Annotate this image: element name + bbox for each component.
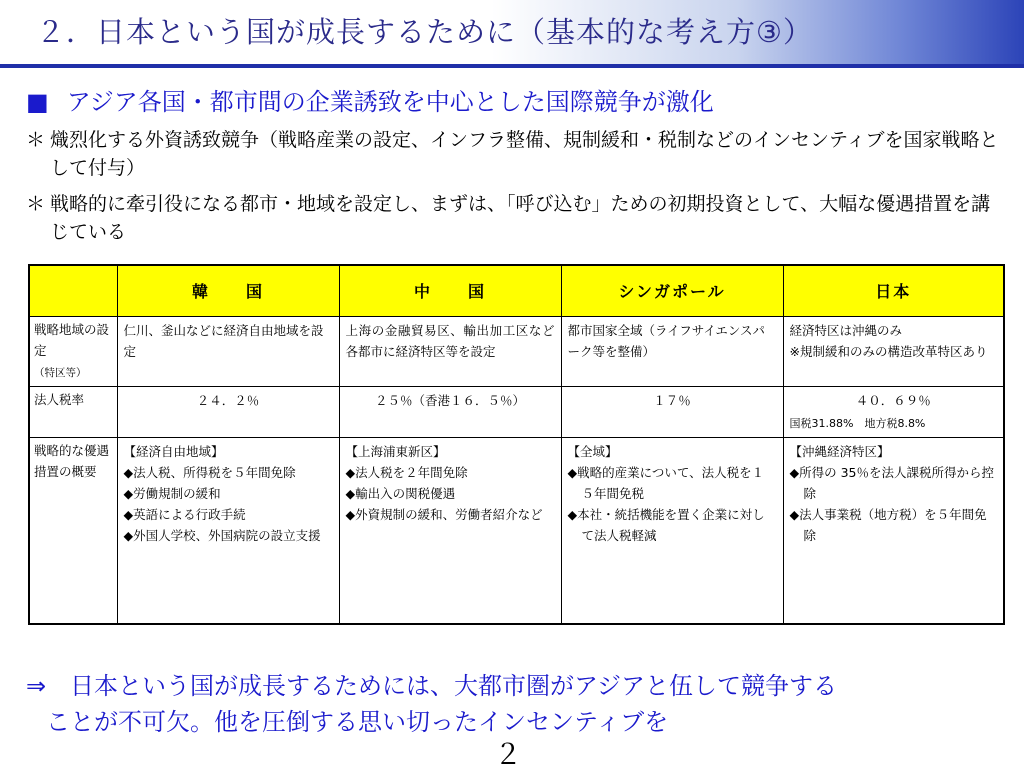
cell-korea: 【経済自由地域】 ◆法人税、所得税を５年間免除 ◆労働規制の緩和 ◆英語による行政手続 ◆外国人学校、外国病院の設立支援 [117,438,339,624]
row-label-sub: （特区等） [34,367,87,379]
section-heading-text: アジア各国・都市間の企業誘致を中心とした国際競争が激化 [66,88,714,116]
conclusion [26,668,1006,740]
bullet-text: 熾烈化する外資誘致競争（戦略産業の設定、インフラ整備、規制緩和・税制などのインセンティブを国家戦略として付与） [50,129,999,179]
cell-singapore: 都市国家全域（ライフサイエンスパーク等を整備） [561,317,783,387]
page-number: ２ [494,738,523,771]
cell-singapore: 【全域】 ◆戦略的産業について、法人税を１５年間免税 ◆本社・統括機能を置く企業に対して法人税軽減 [561,438,783,624]
bullet-text: 戦略的に牽引役になる都市・地域を設定し、まずは、「呼び込む」ための初期投資として、大幅な優遇措置を講じている [50,193,991,243]
row-label-corporate-tax: 法人税率 [29,387,117,438]
arrow-implies-icon: ⇒ [26,672,47,700]
header-korea: 韓 国 [117,265,339,317]
table-row [29,438,1004,624]
slide-title: ２．日本という国が成長するために（基本的な考え方③） [36,15,813,49]
table-row [29,387,1004,438]
section-heading [26,82,714,117]
conclusion-line-1: 日本という国が成長するためには、大都市圏がアジアと伍して競争する [70,672,838,700]
title-divider [0,64,1024,68]
square-bullet-icon: ■ [26,88,49,116]
row-label-incentives: 戦略的な優遇措置の概要 [29,438,117,624]
asterisk-bullet-icon: ＊ [26,129,46,151]
cell-singapore: １７％ [561,387,783,438]
header-japan: 日本 [783,265,1004,317]
asterisk-bullet-icon: ＊ [26,193,46,215]
comparison-table [28,264,1005,625]
japan-tax-breakdown: 国税31.88% 地方税8.8% [789,417,926,430]
cell-china: 【上海浦東新区】 ◆法人税を２年間免除 ◆輸出入の関税優遇 ◆外資規制の緩和、労働者紹介など [339,438,561,624]
row-label-strategic-region: 戦略地域の設定 （特区等） [29,317,117,387]
conclusion-line-2: ことが不可欠。他を圧倒する思い切ったインセンティブを [46,708,669,736]
table-header-row [29,265,1004,317]
cell-japan: 【沖縄経済特区】 ◆所得の 35％を法人課税所得から控除 ◆法人事業税（地方税）を５年間免除 [783,438,1004,624]
cell-japan: ４０．６９％ 国税31.88% 地方税8.8% [783,387,1004,438]
header-corner [29,265,117,317]
bullet-item [26,190,1006,246]
cell-korea: 仁川、釜山などに経済自由地域を設定 [117,317,339,387]
bullet-item [26,126,1006,182]
header-china: 中 国 [339,265,561,317]
cell-japan: 経済特区は沖縄のみ ※規制緩和のみの構造改革特区あり [783,317,1004,387]
cell-korea: ２４．２％ [117,387,339,438]
header-singapore: シンガポール [561,265,783,317]
table-row [29,317,1004,387]
cell-china: ２５％（香港１６．５％） [339,387,561,438]
cell-china: 上海の金融貿易区、輸出加工区など各都市に経済特区等を設定 [339,317,561,387]
